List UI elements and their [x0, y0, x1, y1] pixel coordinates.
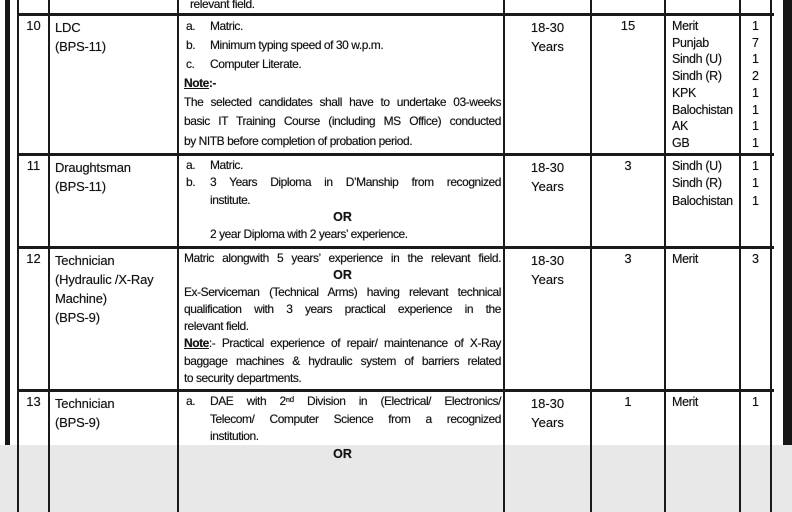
quota-cell	[666, 249, 741, 389]
note-text: :- Practical experience of repair/ maintenance of X-Ray	[208, 336, 501, 351]
page-border-right	[783, 0, 792, 445]
post-name-line: LDC	[55, 20, 81, 35]
total-posts-cell	[592, 0, 666, 13]
age-line: Years	[531, 39, 564, 54]
qualification-line: institution.	[210, 429, 259, 443]
age-line: 18-30	[530, 253, 565, 268]
quota-count: 7	[752, 35, 759, 50]
note-text: :-	[208, 76, 216, 91]
list-marker: b.	[186, 175, 196, 190]
quota-count: 1	[752, 193, 759, 208]
total-posts-cell	[592, 392, 666, 512]
quota-region: GB	[672, 135, 690, 150]
quota-count: 1	[752, 135, 759, 150]
note-label: Note	[184, 336, 209, 351]
quota-count: 1	[752, 119, 759, 134]
note-line	[184, 335, 501, 352]
qualification-line: Matric alongwith 5 years’ experience in the relevant field.	[184, 251, 501, 265]
quota-region: Merit	[672, 252, 699, 266]
age-line: 18-30	[530, 160, 565, 175]
qualification-line: by NITB before completion of probation period.	[184, 133, 413, 148]
total-posts-cell	[592, 249, 666, 389]
age-line: 18-30	[530, 20, 565, 35]
qualification-line: to security departments.	[184, 370, 302, 385]
age-cell	[505, 16, 592, 153]
post-cell	[50, 392, 179, 512]
list-marker: b.	[186, 38, 196, 53]
quota-count: 1	[752, 159, 759, 173]
post-name-line: (BPS-11)	[55, 39, 106, 54]
qualification-cell	[179, 156, 505, 246]
post-name-line: Machine)	[55, 291, 107, 306]
post-cell	[50, 16, 179, 153]
age-cell	[505, 392, 592, 512]
qualification-cell	[179, 0, 505, 13]
jobs-table	[17, 0, 774, 512]
quota-cell	[666, 0, 741, 13]
or-separator: OR	[333, 268, 352, 283]
list-marker: a.	[186, 158, 196, 172]
total-posts-value: 1	[624, 394, 632, 409]
table-row	[19, 13, 774, 153]
age-line: Years	[531, 179, 564, 194]
quota-region: Merit	[672, 395, 699, 409]
qualification-line: baggage machines & hydraulic system of barriers related	[184, 353, 501, 368]
post-cell	[50, 156, 179, 246]
serial-number: 10	[26, 18, 41, 33]
post-name-line: Technician	[55, 396, 115, 411]
quota-region: AK	[672, 119, 688, 134]
serial-cell	[19, 16, 50, 153]
quota-count-cell	[741, 16, 772, 153]
qualification-line: a. Matric.	[184, 157, 501, 174]
qualification-line: c. Computer Literate.	[184, 55, 501, 74]
qualification-line: b. 3 Years Diploma in D’Manship from recognized	[184, 174, 501, 191]
qualification-cell	[179, 16, 505, 153]
or-separator: OR	[333, 209, 352, 224]
page-border-left	[5, 0, 10, 445]
note-label: Note	[184, 76, 209, 91]
age-line: 18-30	[530, 396, 565, 411]
qualification-line: Ex-Serviceman (Technical Arms) having relevant technical	[184, 285, 501, 300]
qualification-fragment: relevant field.	[190, 0, 255, 11]
qualification-line: a. DAE with 2ⁿᵈ Division in (Electrical/ Electronics/	[184, 393, 501, 411]
quota-count: 1	[752, 102, 759, 117]
quota-region: Sindh (R)	[672, 69, 722, 84]
qualification-line: institute.	[210, 192, 251, 207]
note-line	[184, 74, 501, 93]
qualification-line: basic IT Training Course (including MS Office) conducted	[184, 114, 501, 129]
quota-count: 1	[752, 52, 759, 67]
serial-cell	[19, 392, 50, 512]
serial-number: 12	[26, 251, 41, 266]
qualification-cell	[179, 392, 505, 512]
post-name-line: (BPS-9)	[55, 310, 100, 325]
age-cell	[505, 156, 592, 246]
table-row	[19, 246, 774, 389]
quota-region: Sindh (R)	[672, 176, 722, 191]
post-name-line: (BPS-11)	[55, 179, 106, 194]
serial-cell	[19, 0, 50, 13]
quota-count-cell	[741, 392, 772, 512]
serial-number: 11	[26, 158, 41, 173]
quota-cell	[666, 392, 741, 512]
list-marker: a.	[186, 19, 196, 33]
quota-cell	[666, 156, 741, 246]
age-cell	[505, 249, 592, 389]
qualification-line: Telecom/ Computer Science from a recognized	[210, 411, 501, 426]
quota-region: Sindh (U)	[672, 159, 722, 173]
post-name-line: (BPS-9)	[55, 415, 100, 430]
table-row	[19, 153, 774, 246]
quota-count: 1	[752, 176, 759, 191]
quota-count: 1	[752, 85, 759, 100]
total-posts-value: 3	[624, 158, 632, 173]
list-marker: c.	[186, 57, 195, 72]
quota-region: Merit	[672, 19, 699, 33]
qualification-line: b. Minimum typing speed of 30 w.p.m.	[184, 36, 501, 55]
total-posts-value: 15	[620, 18, 636, 33]
qualification-line: qualification with 3 years practical experience in the	[184, 302, 501, 317]
post-name-line: Draughtsman	[55, 160, 131, 175]
age-line: Years	[531, 415, 564, 430]
list-marker: a.	[186, 394, 196, 408]
quota-region: Balochistan	[672, 102, 733, 117]
post-name-line: Technician	[55, 253, 115, 268]
or-separator: OR	[333, 446, 352, 461]
serial-number: 13	[26, 394, 41, 409]
post-cell	[50, 249, 179, 389]
post-cell	[50, 0, 179, 13]
quota-region: KPK	[672, 85, 696, 100]
quota-count: 1	[752, 19, 759, 33]
table-row	[19, 389, 774, 512]
qualification-line: The selected candidates shall have to undertake 03-weeks	[184, 95, 501, 110]
post-name-line: (Hydraulic /X-Ray	[55, 272, 154, 287]
age-line: Years	[531, 272, 564, 287]
qualification-cell	[179, 249, 505, 389]
quota-count: 1	[752, 395, 759, 409]
serial-cell	[19, 156, 50, 246]
quota-count-cell	[741, 156, 772, 246]
total-posts-cell	[592, 156, 666, 246]
qualification-line: 2 year Diploma with 2 years’ experience.	[210, 227, 408, 242]
qualification-line: a. Matric.	[184, 17, 501, 36]
quota-count: 3	[752, 252, 759, 266]
quota-count: 2	[752, 69, 759, 84]
quota-cell	[666, 16, 741, 153]
serial-cell	[19, 249, 50, 389]
age-cell	[505, 0, 592, 13]
quota-region: Sindh (U)	[672, 52, 722, 67]
qualification-line: relevant field.	[184, 319, 249, 334]
quota-region: Balochistan	[672, 193, 733, 208]
quota-count-cell	[741, 0, 772, 13]
table-row-partial	[19, 0, 774, 13]
quota-region: Punjab	[672, 35, 709, 50]
total-posts-cell	[592, 16, 666, 153]
quota-count-cell	[741, 249, 772, 389]
total-posts-value: 3	[624, 251, 632, 266]
